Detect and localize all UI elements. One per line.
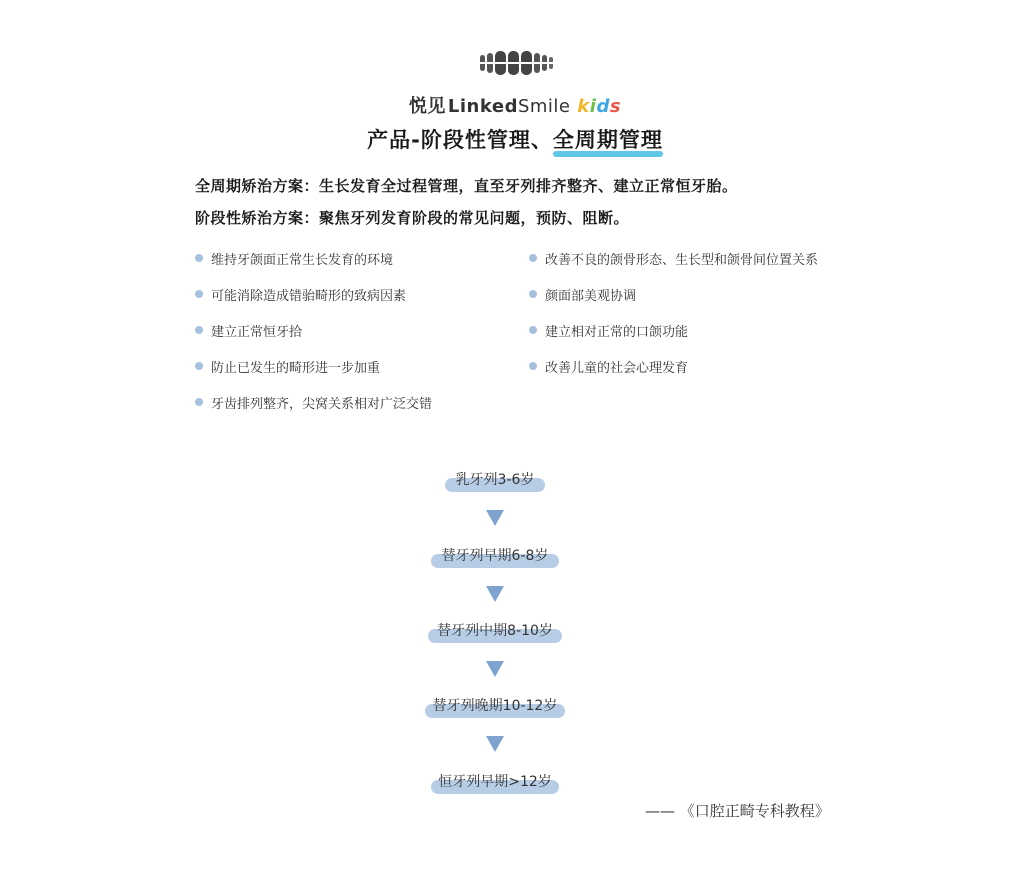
list-item: 改善不良的颌骨形态、生长型和颌骨间位置关系 [529,240,818,276]
list-item: 维持牙颌面正常生长发育的环境 [195,240,432,276]
brand-kids: kids [577,96,622,117]
stage-label: 替牙列中期8-10岁 [437,623,553,639]
arrow-down-icon [484,659,506,679]
title-part2-highlighted: 全周期管理 [553,124,663,154]
stage-step [395,469,595,489]
arrow-down-icon [484,734,506,754]
bullet-list-left [195,240,432,420]
title-part1: 产品-阶段性管理、 [367,128,553,152]
list-item: 改善儿童的社会心理发育 [529,348,818,384]
arrow-down-icon [484,584,506,604]
bullet-dot-icon [195,326,203,334]
list-item: 可能消除造成错骀畸形的致病因素 [195,276,432,312]
list-item: 建立正常恒牙拾 [195,312,432,348]
bullet-dot-icon [529,290,537,298]
list-item: 牙齿排列整齐，尖窝关系相对广泛交错 [195,384,432,420]
stage-step [395,545,595,565]
list-item: 颜面部美观协调 [529,276,818,312]
bullet-dot-icon [195,398,203,406]
citation: —— 《口腔正畸专科教程》 [645,802,830,820]
bullet-dot-icon [529,362,537,370]
brand-cn: 悦见 [408,96,446,117]
teeth-icon [478,49,556,77]
brand-logo [0,92,1030,118]
bullet-dot-icon [195,254,203,262]
full-cycle-plan: 全周期矫治方案：生长发育全过程管理，直至牙列排齐整齐、建立正常恒牙胎。 [195,177,738,195]
stage-label: 替牙列早期6-8岁 [441,548,549,564]
list-item: 防止已发生的畸形进一步加重 [195,348,432,384]
arrow-down-icon [484,508,506,528]
bullet-dot-icon [529,326,537,334]
page-title [0,124,1030,154]
brand-smile: Smile [517,96,571,117]
bullet-dot-icon [529,254,537,262]
bullet-dot-icon [195,362,203,370]
stage-label: 乳牙列3-6岁 [455,472,535,488]
bullet-list-right [529,240,818,384]
stage-label: 恒牙列早期>12岁 [438,774,552,790]
staged-plan: 阶段性矫治方案：聚焦牙列发育阶段的常见问题，预防、阻断。 [195,209,630,227]
stage-step [395,620,595,640]
list-item: 建立相对正常的口颌功能 [529,312,818,348]
stage-label: 替牙列晚期10-12岁 [432,698,558,714]
brand-linked: Linked [447,96,518,117]
stage-step [395,771,595,791]
bullet-dot-icon [195,290,203,298]
stage-step [395,695,595,715]
